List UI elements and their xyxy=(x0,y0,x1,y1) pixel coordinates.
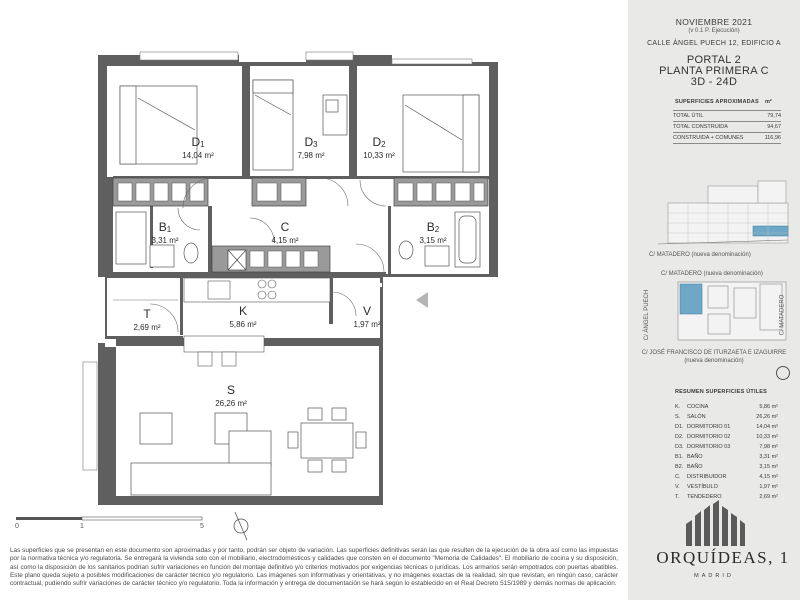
list-item: D2. DORMITORIO 02 10,33 m² xyxy=(675,434,778,440)
brand-logo-icon xyxy=(683,500,748,546)
scale-label-5: 5 xyxy=(200,523,204,530)
room-label-c: C 4,15 m² xyxy=(271,220,299,245)
brand-name: ORQUÍDEAS, 1 xyxy=(656,548,790,567)
scale-label-1: 1 xyxy=(80,523,84,530)
street-label-matadero-side: C/ MATADERO xyxy=(779,294,786,336)
room-label-d2: $D_2$ 10,33 m² xyxy=(363,135,395,160)
unit-title xyxy=(628,55,800,88)
list-item: T. TENDEDERO 2,69 m² xyxy=(675,494,778,500)
room-label-d1: $D_1$ 14,04 m² xyxy=(182,135,214,160)
room-label-v: V 1,97 m² xyxy=(353,304,381,329)
list-item: S. SALÓN 26,26 m² xyxy=(675,414,778,420)
surfaces-unit: m² xyxy=(765,99,772,105)
unit-code: 3D - 24D xyxy=(690,76,738,88)
room-label-b2: $B_2$ 3,15 m² xyxy=(419,220,447,245)
site-plan xyxy=(678,282,786,340)
brand-city: MADRID xyxy=(694,573,734,579)
list-item: V. VESTÍBULO 1,97 m² xyxy=(675,484,778,490)
table-row: CONSTRUIDA + COMUNES 116,96 xyxy=(673,132,781,144)
list-item: D3. DORMITORIO 03 7,98 m² xyxy=(675,444,778,450)
scale-label-0: 0 xyxy=(15,523,19,530)
surfaces-title: SUPERFICIES APROXIMADAS xyxy=(675,99,759,105)
room-label-t: T 2,69 m² xyxy=(133,307,161,332)
address: CALLE ÁNGEL PUECH 12, EDIFICIO A xyxy=(647,40,781,47)
entrance-door xyxy=(356,283,382,287)
floor: PLANTA PRIMERA C xyxy=(659,65,769,77)
legal-disclaimer: Las superficies que se presentan en este documento son aproximadas y por tanto, podrán ser objeto de variación. Las superficies definitivas serán las que resulten de la ejecución de la obra así como las impuestas por la normativa técnica y/o regulatoria. Se entregará la vivienda solo con el mobiliario, electrodomésticos y calidades que consten en el documento "Memoria de Calidades". El mobiliario de cocina y su disposición, así como la disposición de los sanitarios podrían sufrir variaciones en función del montaje definitivo y/o criterios motivados por exigencias técnicas o jurídicas. Los armarios serán empotrados con puertas abatibles. Este plano queda sujeto a posibles modificaciones de carácter técnico y/o regulatorio. Las imágenes son informativas y orientativas, y no imágenes exactas de la realidad, sin que revistan, en ningún caso, carácter contractual, pudiendo sufrir variaciones de carácter técnico y/o regulatorio. Toda la información y entrega de documentación se hará según lo establecido en el Real Decreto 515/1989 y demás normas de aplicación. xyxy=(10,547,618,588)
entrance-arrow xyxy=(416,292,428,308)
list-item: B2. BAÑO 3,15 m² xyxy=(675,464,778,470)
bed-d2 xyxy=(403,95,479,172)
window-top-d2 xyxy=(392,59,472,64)
street-label-matadero: C/ MATADERO (nueva denominación) xyxy=(649,252,751,258)
room-label-b1: $B_1$ 3,31 m² xyxy=(151,220,179,245)
table-row: TOTAL CONSTRUIDA 94,67 xyxy=(673,121,781,132)
street-label-jose-2: (nueva denominación) xyxy=(684,358,744,364)
room-label-k: K 5,86 m² xyxy=(229,304,257,329)
surfaces-table xyxy=(673,110,781,144)
portal: PORTAL 2 xyxy=(686,54,742,66)
info-panel xyxy=(628,0,800,600)
date: NOVIEMBRE 2021 xyxy=(675,17,753,27)
summary-title: RESUMEN SUPERFICIES ÚTILES xyxy=(675,389,767,395)
project-phase: (v 0.1 P. Ejecución) xyxy=(688,28,740,34)
scale-labels xyxy=(12,514,204,534)
location-diagrams xyxy=(638,178,798,378)
table-row: TOTAL ÚTIL 79,74 xyxy=(673,110,781,121)
room-label-d3: $D_3$ 7,98 m² xyxy=(297,135,325,160)
window-top-d1 xyxy=(140,52,238,60)
list-item: D1. DORMITORIO 01 14,04 m² xyxy=(675,424,778,430)
window-top-d3 xyxy=(306,52,353,60)
summary-table xyxy=(675,402,778,502)
list-item: B1. BAÑO 3,31 m² xyxy=(675,454,778,460)
street-label-matadero-top: C/ MATADERO (nueva denominación) xyxy=(661,271,763,277)
list-item: C. DISTRIBUIDOR 4,15 m² xyxy=(675,474,778,480)
compass-icon xyxy=(776,366,790,380)
window-left-living xyxy=(83,362,97,470)
north-arrow xyxy=(234,512,248,540)
street-label-angel-puech: C/ ÁNGEL PUECH xyxy=(644,289,651,341)
list-item: K. COCINA 5,86 m² xyxy=(675,404,778,410)
room-label-s: S 26,26 m² xyxy=(215,383,247,408)
street-label-jose: C/ JOSÉ FRANCISCO DE ITURZAETA E IZAGUIRRE xyxy=(641,350,787,356)
